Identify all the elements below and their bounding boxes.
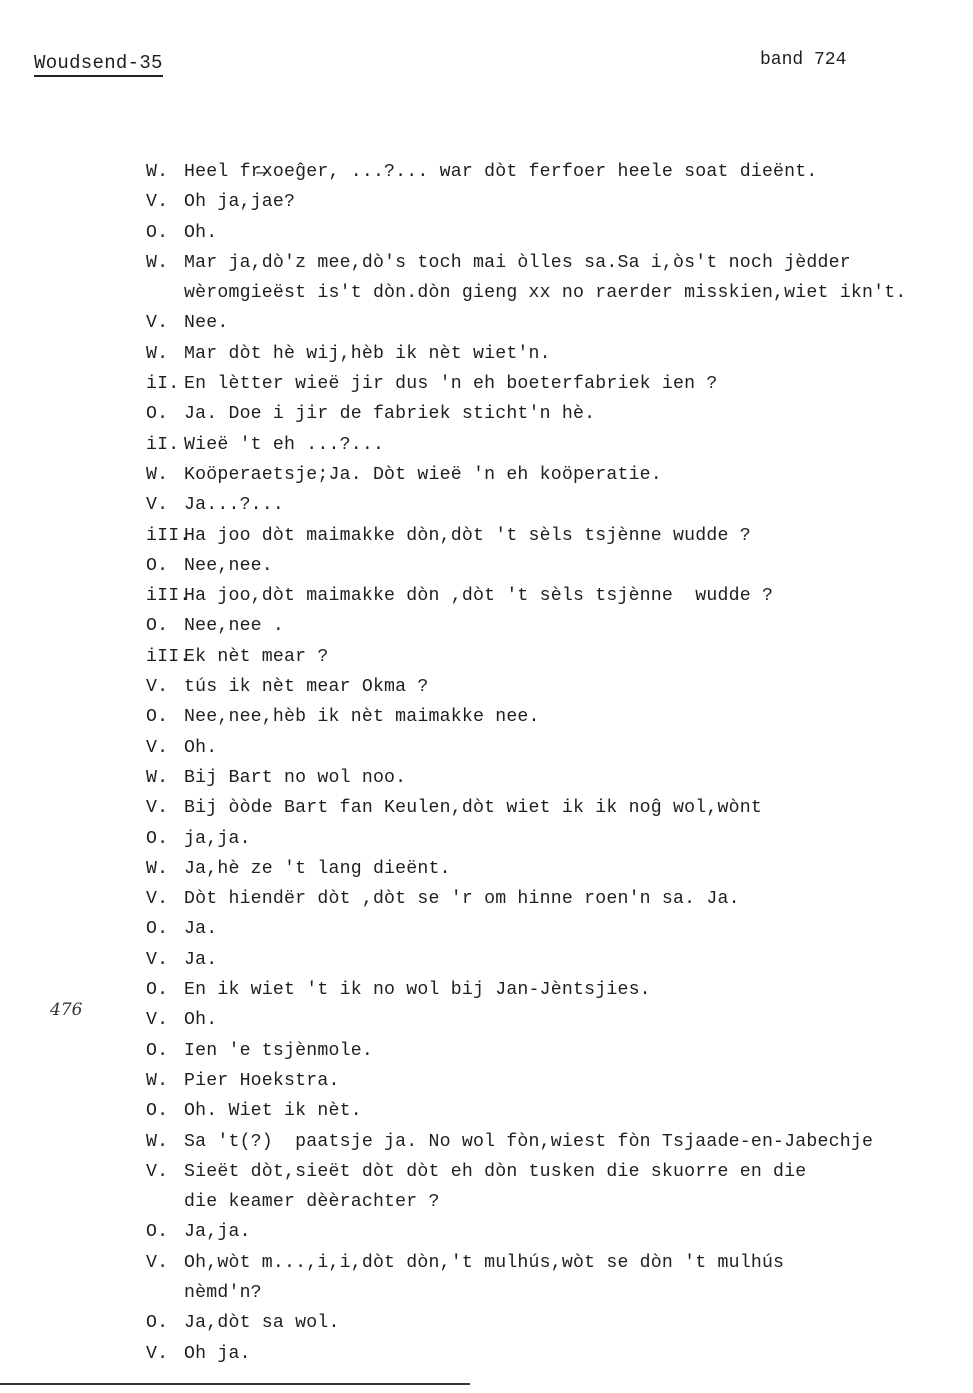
speaker-label: W. — [146, 464, 169, 485]
utterance-text: Dòt hiendër dòt ,dòt se 'r om hinne roen'n sa. Ja. — [184, 889, 740, 910]
transcript-line — [146, 278, 961, 308]
speaker-label: O. — [146, 828, 169, 849]
transcript-line — [146, 460, 961, 490]
transcript-line — [146, 1248, 961, 1278]
utterance-text: Ja,dòt sa wol. — [184, 1313, 340, 1334]
transcript-line — [146, 581, 961, 611]
utterance-text: Oh ja. — [184, 1343, 251, 1364]
utterance-text: Nee. — [184, 313, 229, 334]
utterance-text: Oh ja,jae? — [184, 192, 296, 213]
transcript-line — [146, 1066, 961, 1096]
speaker-label: iI. — [146, 374, 180, 395]
utterance-text: Nee,nee . — [184, 616, 285, 637]
utterance-text: Mar ja,dò'z mee,dò's toch mai òlles sa.Sa i,òs't noch jèdder — [184, 252, 851, 273]
band-number: band 724 — [760, 50, 847, 70]
transcript-line — [146, 1096, 961, 1126]
speaker-label: V. — [146, 1010, 169, 1031]
speaker-label: W. — [146, 1070, 169, 1091]
utterance-text: Bij Bart no wol noo. — [184, 767, 407, 788]
transcript — [146, 157, 961, 1369]
utterance-text: Ien 'e tsjènmole. — [184, 1040, 373, 1061]
transcript-line — [146, 308, 961, 338]
transcript-line — [146, 884, 961, 914]
transcript-line — [146, 914, 961, 944]
speaker-label: W. — [146, 858, 169, 879]
speaker-label: iII. — [146, 525, 191, 546]
speaker-label: O. — [146, 616, 169, 637]
transcript-line — [146, 945, 961, 975]
utterance-text: Ja,hè ze 't lang dieënt. — [184, 858, 451, 879]
utterance-text: Ha joo dòt maimakke dòn,dòt 't sèls tsjènne wudde ? — [184, 525, 751, 546]
utterance-text: tús ik nèt mear Okma ? — [184, 677, 429, 698]
transcript-line — [146, 248, 961, 278]
document-id: Woudsend-35 — [34, 52, 163, 77]
transcript-line — [146, 187, 961, 217]
transcript-line — [146, 611, 961, 641]
transcript-line — [146, 672, 961, 702]
speaker-label: V. — [146, 313, 169, 334]
utterance-text: Pier Hoekstra. — [184, 1070, 340, 1091]
speaker-label: O. — [146, 919, 169, 940]
utterance-text: Oh. — [184, 1010, 218, 1031]
transcript-line — [146, 763, 961, 793]
transcript-line — [146, 1278, 961, 1308]
speaker-label: V. — [146, 192, 169, 213]
speaker-label: iII. — [146, 586, 191, 607]
utterance-text: Mar dòt hè wij,hèb ik nèt wiet'n. — [184, 343, 551, 364]
utterance-text: Koöperaetsje;Ja. Dòt wieë 'n eh koöperatie. — [184, 464, 662, 485]
utterance-text: Wieë 't eh ...?... — [184, 434, 385, 455]
utterance-text: Oh. Wiet ik nèt. — [184, 1101, 362, 1122]
utterance-text: Nee,nee,hèb ik nèt maimakke nee. — [184, 707, 540, 728]
utterance-text: Ja,ja. — [184, 1222, 251, 1243]
speaker-label: O. — [146, 404, 169, 425]
utterance-text: En ik wiet 't ik no wol bij Jan-Jèntsjies. — [184, 980, 651, 1001]
utterance-text: Ha joo,dòt maimakke dòn ,dòt 't sèls tsjènne wudde ? — [184, 586, 774, 607]
transcript-line — [146, 642, 961, 672]
speaker-label: O. — [146, 1101, 169, 1122]
transcript-line — [146, 1036, 961, 1066]
utterance-text: Heel fr̶xoeĝer, ...?... war dòt ferfoer heele soat dieënt. — [184, 162, 818, 182]
speaker-label: V. — [146, 949, 169, 970]
transcript-line — [146, 339, 961, 369]
footer-rule — [0, 1383, 470, 1385]
speaker-label: O. — [146, 555, 169, 576]
speaker-label: V. — [146, 1343, 169, 1364]
utterance-text: Ja. — [184, 949, 218, 970]
transcript-line — [146, 1187, 961, 1217]
transcript-line — [146, 824, 961, 854]
transcript-line — [146, 1339, 961, 1369]
utterance-text: wèromgieëst is't dòn.dòn gieng xx no raerder misskien,wiet ikn't. — [184, 283, 907, 304]
transcript-line — [146, 369, 961, 399]
handwritten-margin-note: 476 — [50, 1000, 83, 1020]
utterance-text: Sieët dòt,sieët dòt dòt eh dòn tusken die skuorre en die — [184, 1161, 807, 1182]
speaker-label: V. — [146, 677, 169, 698]
utterance-text: En lètter wieë jir dus 'n eh boeterfabriek ien ? — [184, 374, 718, 395]
transcript-line — [146, 1308, 961, 1338]
transcript-line — [146, 702, 961, 732]
utterance-text: Ek nèt mear ? — [184, 646, 329, 667]
transcript-line — [146, 430, 961, 460]
utterance-text: Oh. — [184, 737, 218, 758]
transcript-line — [146, 975, 961, 1005]
transcript-line — [146, 1217, 961, 1247]
transcript-line — [146, 1005, 961, 1035]
utterance-text: Ja. — [184, 919, 218, 940]
utterance-text: Ja. Doe i jir de fabriek sticht'n hè. — [184, 404, 596, 425]
utterance-text: Oh. — [184, 222, 218, 243]
speaker-label: V. — [146, 737, 169, 758]
utterance-text: Sa 't(?) paatsje ja. No wol fòn,wiest fòn Tsjaade-en-Jabechje — [184, 1131, 874, 1152]
speaker-label: O. — [146, 707, 169, 728]
speaker-label: O. — [146, 980, 169, 1001]
speaker-label: O. — [146, 222, 169, 243]
speaker-label: W. — [146, 1131, 169, 1152]
transcript-line — [146, 733, 961, 763]
speaker-label: V. — [146, 1161, 169, 1182]
speaker-label: V. — [146, 1252, 169, 1273]
utterance-text: nèmd'n? — [184, 1282, 262, 1303]
speaker-label: V. — [146, 889, 169, 910]
transcript-line — [146, 551, 961, 581]
transcript-line — [146, 521, 961, 551]
transcript-line — [146, 1157, 961, 1187]
utterance-text: Ja...?... — [184, 495, 285, 516]
transcript-line — [146, 490, 961, 520]
speaker-label: W. — [146, 162, 169, 182]
transcript-line — [146, 157, 961, 187]
speaker-label: iI. — [146, 434, 180, 455]
speaker-label: O. — [146, 1313, 169, 1334]
utterance-text: Bij òòde Bart fan Keulen,dòt wiet ik ik noĝ wol,wònt — [184, 798, 762, 819]
transcript-line — [146, 399, 961, 429]
transcript-line — [146, 1127, 961, 1157]
speaker-label: O. — [146, 1040, 169, 1061]
speaker-label: V. — [146, 495, 169, 516]
transcript-line — [146, 218, 961, 248]
utterance-text: die keamer dèèrachter ? — [184, 1192, 440, 1213]
utterance-text: Nee,nee. — [184, 555, 273, 576]
speaker-label: O. — [146, 1222, 169, 1243]
utterance-text: ja,ja. — [184, 828, 251, 849]
speaker-label: W. — [146, 252, 169, 273]
speaker-label: W. — [146, 767, 169, 788]
speaker-label: iII. — [146, 646, 191, 667]
speaker-label: W. — [146, 343, 169, 364]
transcript-line — [146, 793, 961, 823]
utterance-text: Oh,wòt m...,i,i,dòt dòn,'t mulhús,wòt se dòn 't mulhús — [184, 1252, 785, 1273]
speaker-label: V. — [146, 798, 169, 819]
transcript-line — [146, 854, 961, 884]
